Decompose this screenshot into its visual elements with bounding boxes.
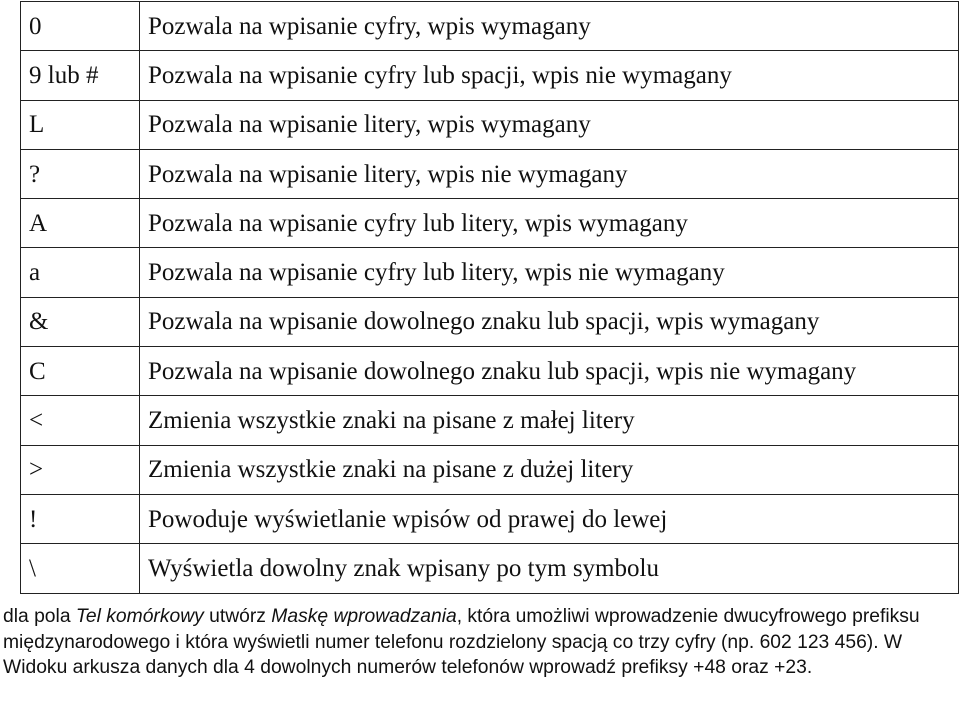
table-row (21, 445, 959, 494)
table-row (21, 297, 959, 346)
field-name: Tel komórkowy (75, 606, 204, 627)
table-row (21, 100, 959, 149)
mask-symbol: > (21, 445, 140, 494)
mask-symbol: 0 (21, 2, 140, 51)
table-row (21, 199, 959, 248)
mask-symbol: & (21, 297, 140, 346)
mask-symbol: < (21, 396, 140, 445)
table-row (21, 51, 959, 100)
table-row (21, 2, 959, 51)
table-row (21, 396, 959, 445)
mask-symbol: A (21, 199, 140, 248)
input-mask-symbols-table (20, 1, 959, 594)
task-instruction (3, 604, 958, 681)
table-row (21, 149, 959, 198)
mask-symbol: ? (21, 149, 140, 198)
mask-description: Pozwala na wpisanie cyfry lub spacji, wpis nie wymagany (140, 51, 959, 100)
mask-description: Pozwala na wpisanie dowolnego znaku lub spacji, wpis nie wymagany (140, 347, 959, 396)
mask-description: Wyświetla dowolny znak wpisany po tym symbolu (140, 544, 959, 593)
table-row (21, 544, 959, 593)
mask-name: Maskę wprowadzania (271, 606, 457, 627)
table-row (21, 248, 959, 297)
mask-description: Pozwala na wpisanie cyfry, wpis wymagany (140, 2, 959, 51)
table-row (21, 347, 959, 396)
mask-symbol: C (21, 347, 140, 396)
mask-description: Pozwala na wpisanie cyfry lub litery, wpis nie wymagany (140, 248, 959, 297)
instruction-text: utwórz (203, 606, 272, 627)
instruction-text: dla pola (3, 606, 76, 627)
mask-description: Zmienia wszystkie znaki na pisane z dużej litery (140, 445, 959, 494)
mask-symbol: a (21, 248, 140, 297)
mask-description: Powoduje wyświetlanie wpisów od prawej do lewej (140, 494, 959, 543)
mask-symbol: ! (21, 494, 140, 543)
mask-description: Zmienia wszystkie znaki na pisane z małej litery (140, 396, 959, 445)
mask-description: Pozwala na wpisanie litery, wpis nie wymagany (140, 149, 959, 198)
mask-symbol: 9 lub # (21, 51, 140, 100)
mask-description: Pozwala na wpisanie dowolnego znaku lub spacji, wpis wymagany (140, 297, 959, 346)
mask-symbol: \ (21, 544, 140, 593)
mask-description: Pozwala na wpisanie litery, wpis wymagany (140, 100, 959, 149)
mask-description: Pozwala na wpisanie cyfry lub litery, wpis wymagany (140, 199, 959, 248)
table-row (21, 494, 959, 543)
instruction-text: , która umożliwi wprowadzenie dwucyfrowego prefiksu międzynarodowego i która wyświetli numer telefonu rozdzielony spacją co trzy cyfry (np. 602 123 456). W Widoku arkusza danych dla 4 dowolnych numerów telefonów wprowadź prefiksy +48 oraz +23. (3, 606, 920, 679)
mask-symbol: L (21, 100, 140, 149)
